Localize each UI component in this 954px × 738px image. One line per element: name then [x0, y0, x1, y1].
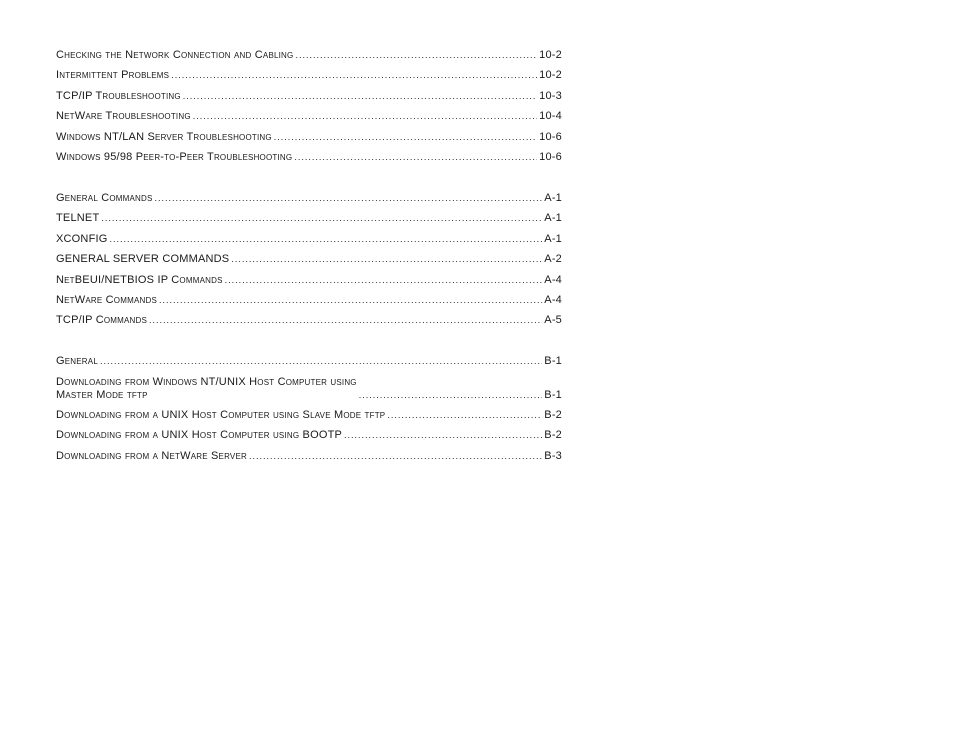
toc-group-appendix-b — [56, 355, 562, 463]
toc-entry-title: Intermittent Problems — [56, 69, 170, 82]
toc-leader-dots — [249, 450, 542, 463]
toc-leader-dots — [294, 151, 537, 164]
toc-leader-dots — [171, 69, 537, 82]
toc-leader-dots — [193, 110, 537, 123]
toc-entry[interactable] — [56, 131, 562, 144]
toc-group-troubleshooting — [56, 49, 562, 164]
toc-entry-page: 10-2 — [539, 49, 562, 61]
toc-leader-dots — [344, 429, 542, 442]
toc-entry[interactable] — [56, 253, 562, 266]
toc-leader-dots — [110, 233, 543, 246]
toc-entry-page: A-4 — [544, 293, 562, 306]
toc-entry-title: General Commands — [56, 191, 153, 204]
toc-entry[interactable] — [56, 429, 562, 442]
toc-entry-page: B-2 — [544, 429, 562, 442]
toc-leader-dots — [183, 90, 537, 103]
toc-entry[interactable] — [56, 294, 562, 307]
toc-entry-title: NetWare Commands — [56, 293, 157, 306]
toc-entry-title: Checking the Network Connection and Cabling — [56, 49, 294, 61]
toc-entry-title-line1: Downloading from Windows NT/UNIX Host Computer using — [56, 375, 357, 388]
toc-entry-title: XCONFIG — [56, 232, 108, 245]
toc-entry-title: TCP/IP Troubleshooting — [56, 89, 181, 102]
toc-entry-page: B-1 — [544, 388, 562, 401]
toc-entry-page: A-4 — [544, 273, 562, 286]
toc-entry-page: A-1 — [544, 191, 562, 204]
toc-entry-page: 10-4 — [539, 110, 562, 123]
toc-leader-dots — [295, 49, 537, 62]
toc-entry-title: NetWare Troubleshooting — [56, 110, 191, 123]
toc-entry-title: Downloading from a UNIX Host Computer using BOOTP — [56, 429, 343, 442]
toc-entry-page: 10-3 — [539, 89, 562, 102]
toc-entry[interactable] — [56, 355, 562, 368]
toc-leader-dots — [231, 253, 542, 266]
toc-entry-title: TCP/IP Commands — [56, 314, 148, 327]
toc-entry[interactable] — [56, 90, 562, 103]
toc-leader-dots — [149, 314, 542, 327]
toc-entry-title: Downloading from a UNIX Host Computer using Slave Mode tftp — [56, 409, 386, 422]
toc-entry-title: Downloading from a NetWare Server — [56, 449, 247, 462]
toc-leader-dots — [359, 389, 543, 402]
toc-entry-title: GENERAL SERVER COMMANDS — [56, 253, 230, 266]
toc-leader-dots — [155, 192, 543, 205]
toc-group-appendix-a — [56, 192, 562, 327]
table-of-contents — [56, 49, 562, 470]
toc-entry-page: A-1 — [544, 212, 562, 225]
toc-entry[interactable] — [56, 450, 562, 463]
toc-entry-title: Windows NT/LAN Server Troubleshooting — [56, 130, 272, 143]
toc-entry-title-line2: Master Mode tftp — [56, 388, 148, 401]
toc-entry-page: A-2 — [544, 253, 562, 266]
toc-leader-dots — [387, 409, 542, 422]
toc-entry-title — [56, 376, 357, 402]
toc-entry-page: 10-6 — [539, 150, 562, 163]
toc-entry[interactable] — [56, 274, 562, 287]
toc-entry[interactable] — [56, 233, 562, 246]
toc-entry-page: B-3 — [544, 449, 562, 462]
toc-entry-title: General — [56, 355, 98, 368]
toc-entry[interactable] — [56, 212, 562, 225]
toc-entry-page: 10-6 — [539, 130, 562, 143]
toc-leader-dots — [159, 294, 542, 307]
toc-leader-dots — [100, 355, 542, 368]
toc-entry-page: 10-2 — [539, 69, 562, 82]
toc-leader-dots — [101, 212, 542, 225]
toc-entry[interactable] — [56, 409, 562, 422]
toc-leader-dots — [225, 274, 543, 287]
toc-entry[interactable] — [56, 376, 562, 402]
toc-entry-page: A-5 — [544, 314, 562, 327]
toc-entry-title: TELNET — [56, 212, 100, 225]
toc-entry-page: B-2 — [544, 409, 562, 422]
toc-entry[interactable] — [56, 314, 562, 327]
toc-entry-page: A-1 — [544, 232, 562, 245]
toc-entry-title: NetBEUI/NETBIOS IP Commands — [56, 273, 223, 286]
toc-entry[interactable] — [56, 69, 562, 82]
toc-entry-title: Windows 95/98 Peer-to-Peer Troubleshooting — [56, 150, 293, 163]
toc-entry[interactable] — [56, 110, 562, 123]
toc-entry-page: B-1 — [544, 355, 562, 368]
toc-entry[interactable] — [56, 49, 562, 62]
toc-entry[interactable] — [56, 151, 562, 164]
toc-entry[interactable] — [56, 192, 562, 205]
toc-leader-dots — [274, 131, 537, 144]
